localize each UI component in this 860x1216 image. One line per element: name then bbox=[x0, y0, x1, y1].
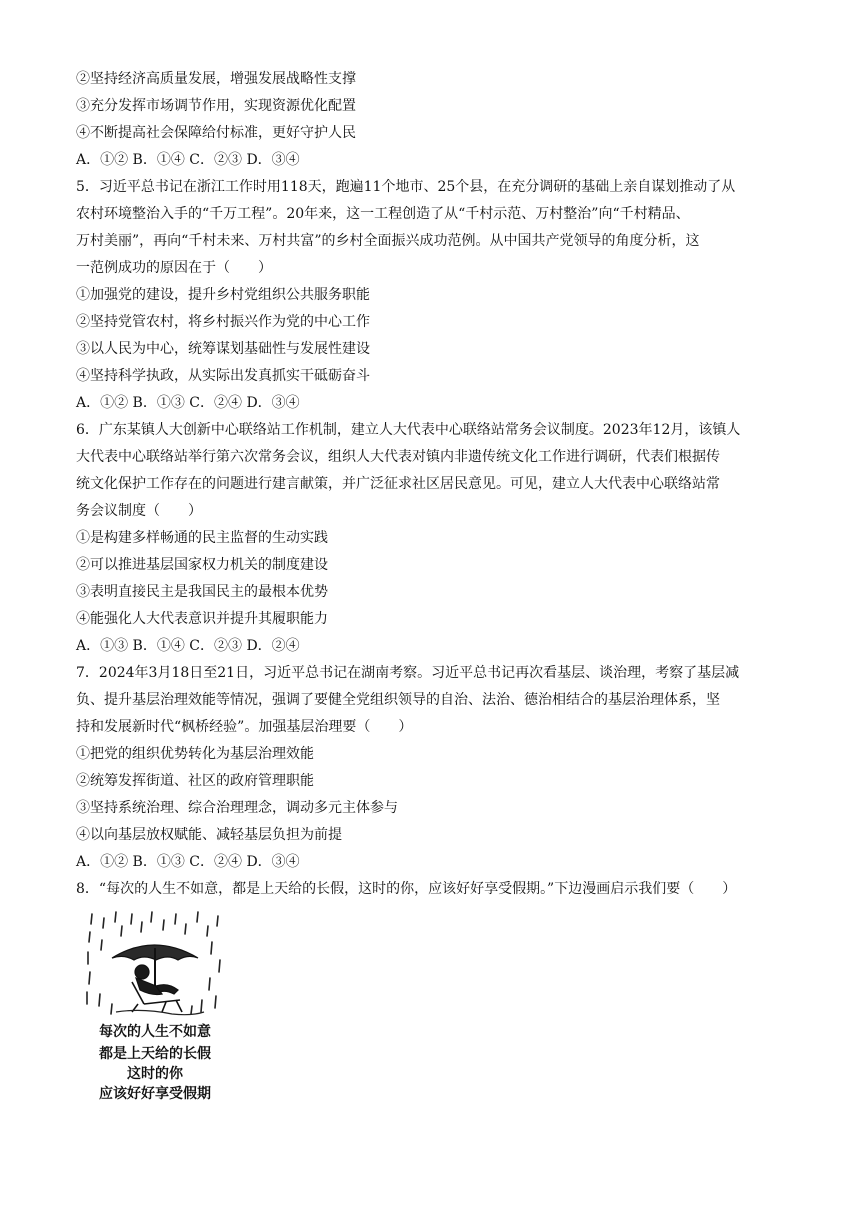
option-1-q6: ①是构建多样畅通的民主监督的生动实践 bbox=[76, 530, 328, 546]
svg-text:这时的你: 这时的你 bbox=[127, 1066, 183, 1082]
option-2-q5: ②坚持党管农村，将乡村振兴作为党的中心工作 bbox=[76, 314, 370, 330]
option-3-q6: ③表明直接民主是我国民主的最根本优势 bbox=[76, 584, 328, 600]
option-2-q4: ②坚持经济高质量发展，增强发展战略性支撑 bbox=[76, 71, 356, 87]
question-5-text: 万村美丽”，再向“千村未来、万村共富”的乡村全面振兴成功范例。从中国共产党领导的角度分析，这 bbox=[76, 233, 700, 249]
option-3-q7: ③坚持系统治理、综合治理理念，调动多元主体参与 bbox=[76, 800, 398, 816]
svg-text:都是上天给的长假: 都是上天给的长假 bbox=[99, 1046, 211, 1062]
option-2-q7: ②统筹发挥街道、社区的政府管理职能 bbox=[76, 773, 314, 789]
option-1-q5: ①加强党的建设，提升乡村党组织公共服务职能 bbox=[76, 287, 370, 303]
option-2-q6: ②可以推进基层国家权力机关的制度建设 bbox=[76, 557, 328, 573]
option-4-q6: ④能强化人大代表意识并提升其履职能力 bbox=[76, 611, 328, 627]
answer-choices-q4: A．①② B．①④ C．②③ D．③④ bbox=[76, 152, 300, 168]
question-8-text: 8．“每次的人生不如意，都是上天给的长假，这时的你，应该好好享受假期。”下边漫画启示我们要（ ） bbox=[76, 881, 737, 897]
svg-text:每次的人生不如意: 每次的人生不如意 bbox=[99, 1024, 211, 1040]
answer-choices-q6: A．①③ B．①④ C．②③ D．②④ bbox=[76, 638, 300, 654]
question-5-text: 5．习近平总书记在浙江工作时用118天，跑遍11个地市、25个县，在充分调研的基础上亲自谋划推动了从 bbox=[76, 179, 736, 195]
answer-choices-q7: A．①② B．①③ C．②④ D．③④ bbox=[76, 854, 300, 870]
svg-text:应该好好享受假期: 应该好好享受假期 bbox=[99, 1086, 211, 1100]
answer-choices-q5: A．①② B．①③ C．②④ D．③④ bbox=[76, 395, 300, 411]
cartoon-image bbox=[82, 908, 228, 1100]
question-7-text: 7．2024年3月18日至21日，习近平总书记在湖南考察。习近平总书记再次看基层、谈治理，考察了基层减 bbox=[76, 665, 740, 681]
question-6-text: 务会议制度（ ） bbox=[76, 503, 202, 519]
question-5-text: 一范例成功的原因在于（ ） bbox=[76, 260, 272, 276]
option-4-q5: ④坚持科学执政，从实际出发真抓实干砥砺奋斗 bbox=[76, 368, 370, 384]
question-7-text: 持和发展新时代“枫桥经验”。加强基层治理要（ ） bbox=[76, 719, 413, 735]
question-7-text: 负、提升基层治理效能等情况，强调了要健全党组织领导的自治、法治、德治相结合的基层治理体系，坚 bbox=[76, 692, 720, 708]
option-3-q5: ③以人民为中心，统筹谋划基础性与发展性建设 bbox=[76, 341, 370, 357]
question-6-text: 6．广东某镇人大创新中心联络站工作机制，建立人大代表中心联络站常务会议制度。2023年12月，该镇人 bbox=[76, 422, 741, 438]
question-6-text: 统文化保护工作存在的问题进行建言献策，并广泛征求社区居民意见。可见，建立人大代表中心联络站常 bbox=[76, 476, 720, 492]
option-4-q4: ④不断提高社会保障给付标准，更好守护人民 bbox=[76, 125, 356, 141]
question-5-text: 农村环境整治入手的“千万工程”。20年来，这一工程创造了从“千村示范、万村整治”向“千村精品、 bbox=[76, 206, 690, 222]
option-1-q7: ①把党的组织优势转化为基层治理效能 bbox=[76, 746, 314, 762]
option-3-q4: ③充分发挥市场调节作用，实现资源优化配置 bbox=[76, 98, 356, 114]
question-6-text: 大代表中心联络站举行第六次常务会议，组织人大代表对镇内非遗传统文化工作进行调研，代表们根据传 bbox=[76, 449, 720, 465]
cartoon-drawing bbox=[82, 908, 228, 1100]
option-4-q7: ④以向基层放权赋能、减轻基层负担为前提 bbox=[76, 827, 342, 843]
